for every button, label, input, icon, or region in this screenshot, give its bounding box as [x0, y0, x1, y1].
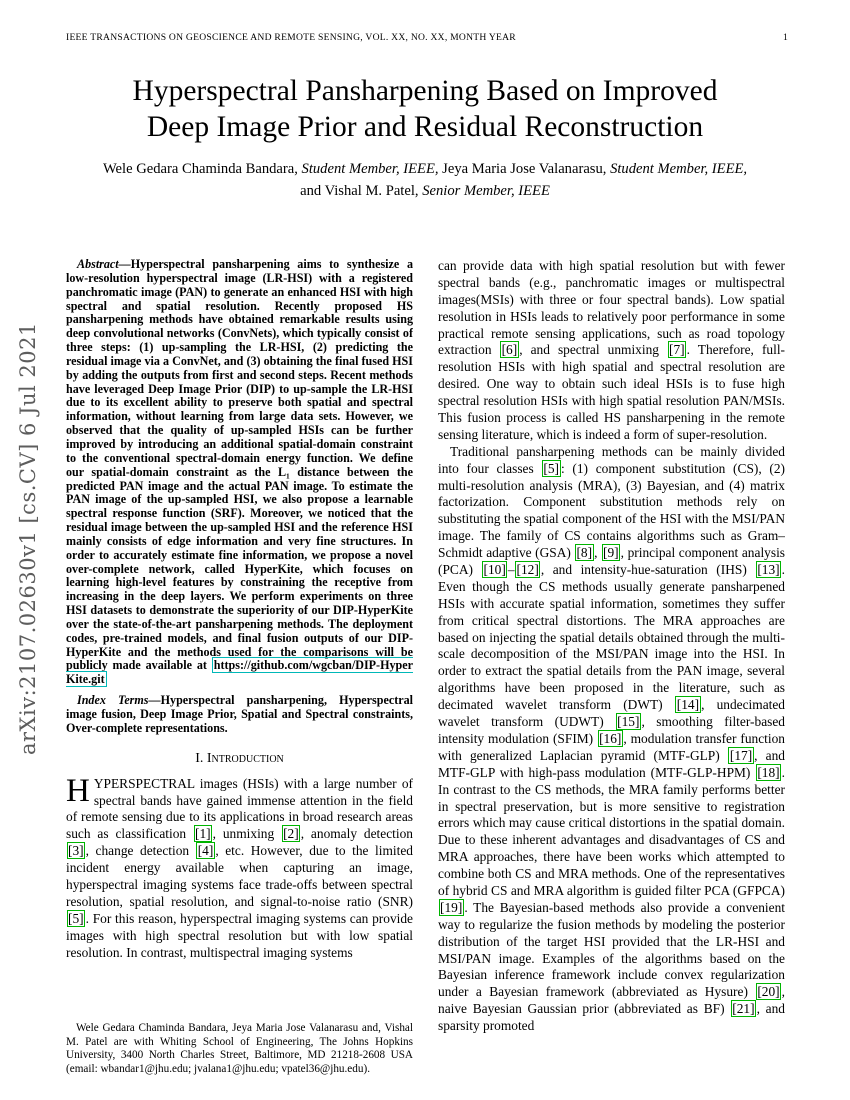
right-column — [438, 258, 785, 1078]
citation-link[interactable]: [4] — [197, 843, 214, 859]
dropcap-letter: H — [66, 772, 90, 809]
citation-link[interactable]: [5] — [68, 910, 84, 926]
citation-link[interactable]: [15] — [617, 714, 640, 730]
body-paragraph: Traditional pansharpening methods can be mainly divided into four classes [5] : (1) component substitution (CS), (2) multi-resolution analysis (MRA), (3) Bayesian, and (4) matrix factorization. Component substitution methods rely on substituting the spatial component of the HSI with the MSI/PAN image. The family of CS contains algorithms such as Gram–Schmidt adaptive (GSA) [8] , [9] , principal component analysis (PCA) [10] – [12] , and intensity-hue-saturation (IHS) [13] . Even though the CS methods usually generate pansharpened HSIs with accurate spatial information, sometimes they suffer from critical spectral distortions. The MRA approaches are based on injecting the spatial details obtained through the multi-scale decomposition of the MSI/PAN image into the HSI. In order to extract the spatial details from the PAN image, several algorithms have been proposed in the literature, such as decimated wavelet transform (DWT) [14] , undecimated wavelet transform (UDWT) [15] , smoothing filter-based intensity modulation (SFIM) [16] , modulation transfer function with generalized Laplacian pyramid (MTF-GLP) [17] , and MTF-GLP with high-pass modulation (MTF-GLP-HPM) [18] . In contrast to the CS methods, the MRA family performs better in spectral preservation, but is more sensitive to registration errors which may cause critical distortions in the spatial domain. Due to these inherent advantages and disadvantages of CS and MRA approaches, there have been works which attempted to combine both CS and MRA methods. One of the representatives of hybrid CS and MRA algorithm is guided filter PCA (GFPCA) [19] . The Bayesian-based methods also provide a convenient way to regularize the fusion methods by modeling the posterior distribution of the target HSI provided that the LR-HSI and MSI/PAN image. Examples of the algorithms based on the Bayesian inference framework include convex regularization under a Bayesian framework (abbreviated as Hysure) [20] , naive Bayesian Gaussian prior (abbreviated as BF) [21] , and sparsity promoted — [438, 443, 785, 1034]
citation-link[interactable]: [13] — [757, 562, 780, 578]
author-segment: Wele Gedara Chaminda Bandara, — [102, 160, 302, 177]
citation-link[interactable]: [19] — [440, 899, 463, 915]
github-link[interactable]: https://github.com/wgcban/DIP-HyperKite.git — [66, 658, 413, 687]
author-segment: Student Member, IEEE, — [610, 160, 748, 177]
body-paragraph: can provide data with high spatial resolution but with fewer spectral bands (e.g., panchromatic images or multispectral images(MSIs) with three or four spectral bands). Low spatial resolution in HSIs leads to relatively poor performance in some practical remote sensing applications, such as road topology extraction [6] , and spectral unmixing [7] . Therefore, full-resolution HSIs with high spatial and spectral resolution are desired. One way to obtain such ideal HSIs is to fuse high spectral resolution HSIs with high spatial resolution PAN/MSIs. This fusion process is called HS pansharpening in the remote sensing literature, which is indeed a form of super-resolution. — [438, 258, 785, 442]
arxiv-watermark: arXiv:2107.02630v1 [cs.CV] 6 Jul 2021 — [16, 322, 40, 755]
running-header — [66, 32, 788, 43]
citation-link[interactable]: [21] — [732, 1001, 755, 1017]
citation-link[interactable]: [2] — [283, 826, 299, 842]
abstract-text: Hyperspectral pansharpening aims to synthesize a low-resolution hyperspectral image (LR-HSI) with a registered panchromatic image (PAN) to generate an enhanced HSI with high spectral and spatial resolution. Recently proposed HS pansharpening methods have obtained remarkable results using deep convolutional networks (ConvNets), which typically consist of three steps: (1) up-sampling the LR-HSI, (2) predicting the residual image via a ConvNet, and (3) obtaining the final fused HSI by adding the outputs from first and second steps. Recent methods have leveraged Deep Image Prior (DIP) to up-sample the LR-HSI due to its excellent ability to preserve both spatial and spectral information, without learning from large data sets. However, we observed that the quality of up-sampled HSIs can be further improved by introducing an additional spatial-domain constraint to the conventional spectral-domain energy function. We define our spatial-domain constraint as the L₁ distance between the predicted PAN image and the actual PAN image. To estimate the PAN image of the up-sampled HSI, we also propose a learnable spectral response function (SRF). Moreover, we noticed that the residual image between the up-sampled HSI and the reference HSI mainly consists of edge information and very fine structures. In order to accurately estimate fine information, we propose a novel over-complete network, called HyperKite, which focuses on learning high-level features by constraining the receptive from increasing in the deep layers. We perform experiments on three HSI datasets to demonstrate the superiority of our DIP-HyperKite over the state-of-the-art pansharpening methods. The deployment codes, pre-trained models, and final fusion outputs of our DIP-HyperKite and the methods used for the comparisons will be publicly made available at — [66, 258, 413, 673]
author-affiliation-footnote: Wele Gedara Chaminda Bandara, Jeya Maria Jose Valanarasu and, Vishal M. Patel are with Whiting School of Engineering, The Johns Hopkins University, 3400 North Charles Street, Baltimore, MD 21218-2608 USA (email: wbandar1@jhu.edu; jvalana1@jhu.edu; vpatel36@jhu.edu). — [66, 1022, 413, 1075]
author-line — [75, 159, 775, 203]
citation-link[interactable]: [8] — [576, 545, 593, 561]
citation-link[interactable]: [7] — [669, 342, 685, 358]
citation-link[interactable]: [14] — [676, 697, 700, 713]
citation-link[interactable]: [20] — [757, 984, 780, 1000]
citation-link[interactable]: [9] — [603, 545, 619, 561]
page-number: 1 — [782, 32, 788, 43]
citation-link[interactable]: [5] — [543, 460, 559, 476]
citation-link[interactable]: [12] — [516, 562, 539, 578]
index-terms-lead: Index Terms— — [77, 693, 161, 708]
citation-link[interactable]: [10] — [483, 562, 506, 578]
index-terms-text: Hyperspectral pansharpening, Hyperspectral image fusion, Deep Image Prior, Spatial and Spectral constraints, Over-complete representations. — [66, 693, 413, 735]
intro-text: YPERSPECTRAL images (HSIs) with a large number of spectral bands have gained immense attention in the field of remote sensing due to its applications in broad research areas such as classification [1] , unmixing [2] , anomaly detection [3] , change detection [4] , etc. However, due to the limited incident energy available when capturing an image, hyperspectral imaging systems face trade-offs between spectral resolution, spatial resolution, and signal-to-noise ratio (SNR) [5] . For this reason, hyperspectral imaging systems can provide images with high spectral resolution but with low spatial resolution. In contrast, multispectral imaging systems — [66, 775, 413, 960]
author-segment: Senior Member, IEEE — [422, 182, 550, 199]
index-terms — [66, 694, 413, 736]
abstract — [66, 258, 413, 687]
author-segment: Student Member, IEEE, — [301, 160, 439, 177]
citation-link[interactable]: [18] — [757, 764, 780, 780]
author-segment: and Vishal M. Patel, — [300, 182, 423, 199]
citation-link[interactable]: [1] — [195, 826, 211, 842]
citation-link[interactable]: [6] — [501, 342, 518, 358]
citation-link[interactable]: [3] — [68, 843, 84, 859]
left-column — [66, 258, 413, 1078]
author-segment: Jeya Maria Jose Valanarasu, — [438, 160, 611, 177]
journal-header-text: IEEE TRANSACTIONS ON GEOSCIENCE AND REMOTE SENSING, VOL. XX, NO. XX, MONTH YEAR — [66, 32, 516, 43]
paper-title: Hyperspectral Pansharpening Based on Improved Deep Image Prior and Residual Reconstruction — [132, 75, 718, 143]
abstract-lead: Abstract— — [77, 258, 131, 271]
intro-paragraph — [66, 772, 413, 962]
two-column-body — [66, 258, 785, 1078]
citation-link[interactable]: [17] — [729, 747, 753, 763]
citation-link[interactable]: [16] — [599, 730, 622, 746]
section-heading-introduction: I. Introduction — [195, 750, 284, 766]
